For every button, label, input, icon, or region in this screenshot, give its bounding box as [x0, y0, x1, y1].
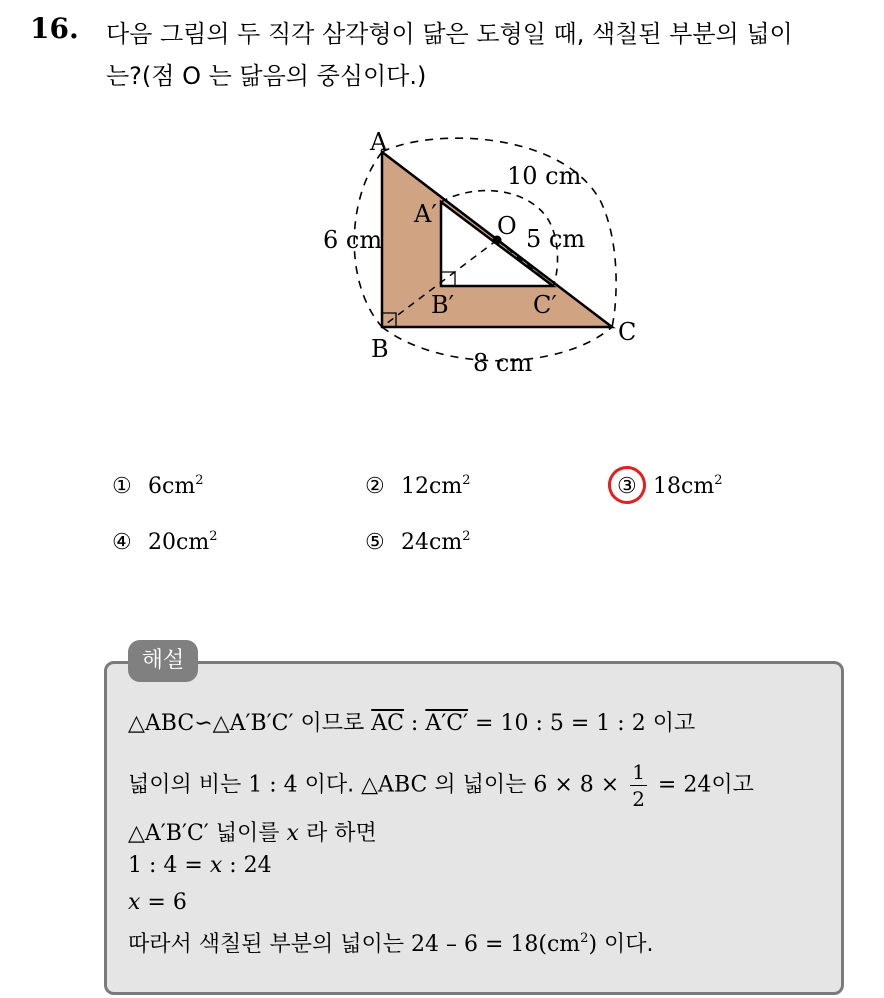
label-o: O — [497, 212, 517, 240]
solution-line-2: 넓이의 비는 1 : 4 이다. △ABC 의 넓이는 6 × 8 × $\frac{1}{2}$ = 24이고 — [128, 760, 754, 811]
choice-5-sup: 2 — [462, 529, 471, 544]
choice-2-mark: ② — [365, 474, 385, 499]
choice-1-sup: 2 — [195, 473, 204, 488]
label-6cm: 6 cm — [323, 226, 383, 254]
solution-badge: 해설 — [128, 640, 198, 682]
choice-3-mark: ③ — [617, 474, 637, 499]
label-b-prime: B′ — [431, 291, 455, 319]
label-a: A — [370, 128, 388, 156]
solution-line-4: 1 : 4 = x : 24 — [128, 853, 272, 878]
choice-4-value: 20cm — [148, 530, 210, 555]
choice-4-mark: ④ — [112, 530, 132, 555]
segment-ac: $\overline{AC}$ — [371, 711, 404, 736]
solution-line-1: △ABC∽△A′B′C′ 이므로 $\overline{AC}$ : A′C′ = 10 : 5 = 1 : 2 이고 — [128, 711, 696, 736]
choice-5-value: 24cm — [401, 530, 463, 555]
label-b: B — [371, 335, 389, 363]
solution-line-6: 따라서 색칠된 부분의 넓이는 $24 - 6 = 18(cm^2)$ 이다. — [128, 931, 654, 957]
similar-triangles-figure — [0, 0, 884, 420]
label-a-prime: A′ — [414, 200, 437, 228]
choice-2-value: 12cm — [401, 474, 463, 499]
choice-5[interactable] — [365, 529, 470, 555]
solution-line-5: x = 6 — [128, 890, 187, 915]
label-c: C — [618, 318, 637, 346]
choice-4[interactable] — [112, 529, 217, 555]
solution-line-3: △A′B′C′ 넓이를 x 라 하면 — [128, 821, 377, 846]
label-8cm: 8 cm — [473, 349, 533, 377]
question-text-line-2: 는?(점 O 는 닮음의 중심이다.) — [106, 62, 427, 90]
fraction-one-half: $\frac{1}{2}$ — [632, 760, 645, 811]
choice-1-mark: ① — [112, 474, 132, 499]
question-number: 16. — [30, 12, 79, 45]
label-10cm: 10 cm — [507, 162, 582, 190]
choice-1[interactable] — [112, 473, 203, 499]
choice-4-sup: 2 — [209, 529, 218, 544]
choice-2[interactable] — [365, 473, 470, 499]
label-c-prime: C′ — [533, 291, 557, 319]
choice-5-mark: ⑤ — [365, 530, 385, 555]
choice-3-sup: 2 — [714, 473, 723, 488]
question-text-line-1: 다음 그림의 두 직각 삼각형이 닮은 도형일 때, 색칠된 부분의 넓이 — [106, 20, 793, 48]
choice-1-value: 6cm — [148, 474, 196, 499]
choice-3-value: 18cm — [653, 474, 715, 499]
selected-answer-circle — [604, 462, 649, 507]
choice-2-sup: 2 — [462, 473, 471, 488]
label-5cm: 5 cm — [526, 225, 586, 253]
segment-a-prime-c-prime: A′C′ — [425, 711, 469, 736]
